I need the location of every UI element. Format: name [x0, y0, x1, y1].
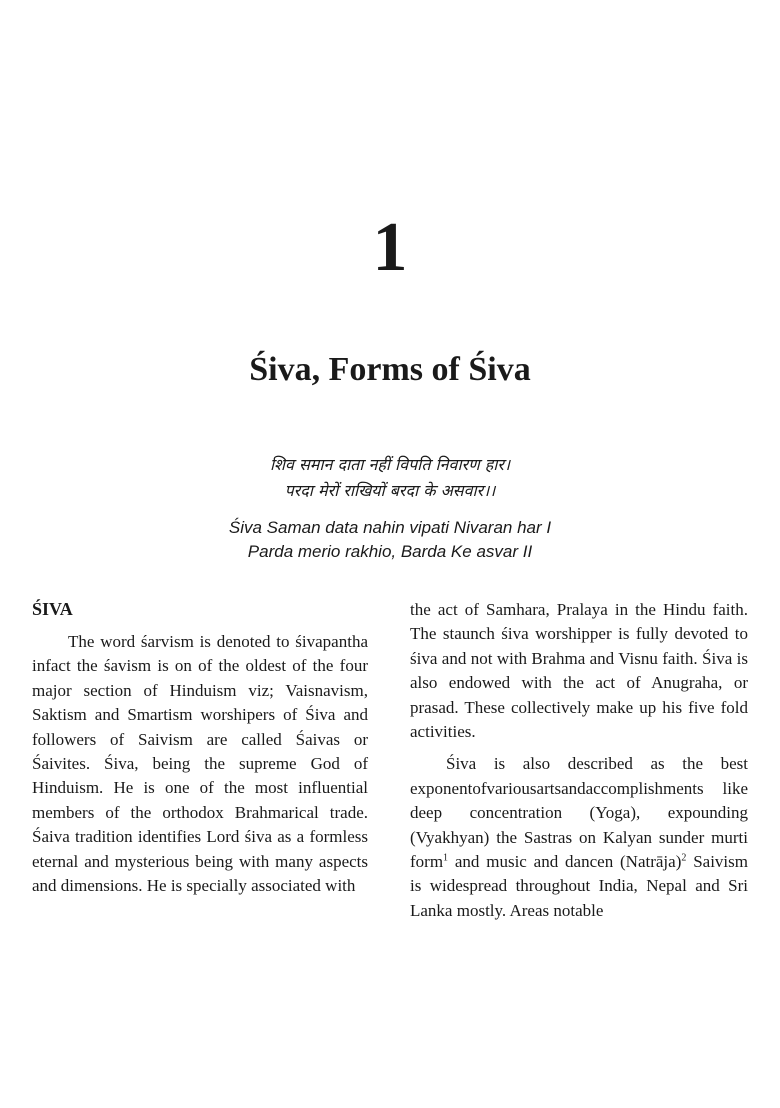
- epigraph-hindi-line: परदा मेरों राखियों बरदा के असवार।।: [284, 481, 496, 500]
- footnote-ref: 2: [681, 852, 687, 864]
- paragraph-text: Śiva is also described as the best exponentofvariousartsandaccomplishments like deep concentration (Yoga), expounding (Vyakhyan) the Sastras on Kalyan sunder murti form: [410, 754, 748, 872]
- epigraph-transliteration: [0, 516, 780, 564]
- right-column: [410, 598, 748, 923]
- epigraph-hindi-line: शिव समान दाता नहीं विपति निवारण हार।: [269, 455, 511, 474]
- body-paragraph: [410, 752, 748, 923]
- paragraph-text: and music and dancen (Natrāja): [448, 852, 682, 872]
- chapter-number: 1: [372, 209, 408, 286]
- epigraph-hindi: [0, 452, 780, 504]
- footnote-ref: 1: [443, 852, 449, 864]
- chapter-title: Śiva, Forms of Śiva: [249, 351, 531, 388]
- body-paragraph: The word śarvism is denoted to śivapantha infact the śavism is on of the oldest of the four major section of Hinduism viz; Vaisnavism, Saktism and Smartism worshipers of Śiva and followers of Saivism are called Śaivas or Śaivites. Śiva, being the supreme God of Hinduism. He is one of the most influential members of the orthodox Brahmarical trade. Śaiva tradition identifies Lord śiva as a formless eternal and mysterious being with many aspects and dimensions. He is specially associated with: [32, 632, 368, 896]
- epigraph-translit-line: Śiva Saman data nahin vipati Nivaran har I: [228, 518, 552, 537]
- section-heading: ŚIVA: [32, 599, 73, 619]
- paragraph-text: Saivism is widespread throughout India, Nepal and Sri Lanka mostly. Areas notable: [410, 852, 748, 920]
- left-column: [32, 596, 368, 898]
- epigraph-translit-line: Parda merio rakhio, Barda Ke asvar II: [247, 542, 533, 561]
- body-paragraph: the act of Samhara, Pralaya in the Hindu faith. The staunch śiva worshipper is fully devoted to śiva and not with Brahma and Visnu faith. Śiva is also endowed with the act of Anugraha, or prasad. These collectively make up his five fold activities.: [410, 600, 748, 742]
